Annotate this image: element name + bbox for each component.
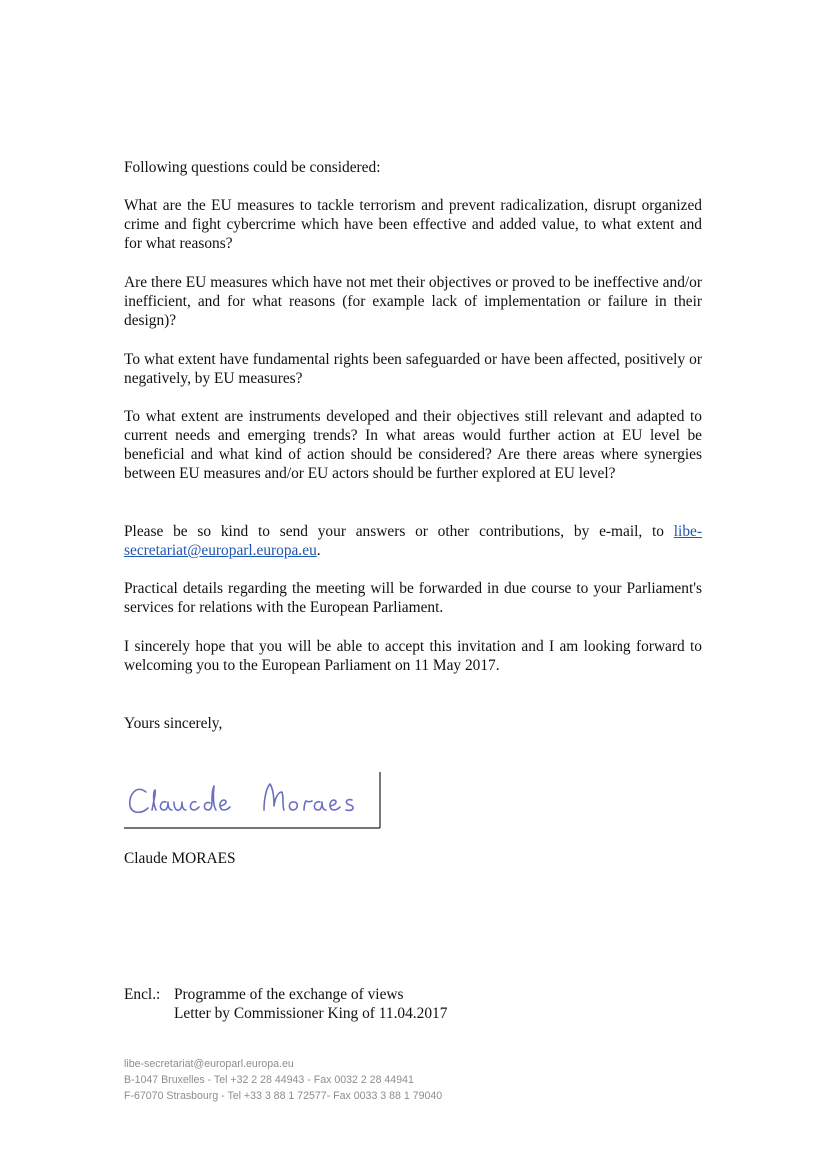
question-2 xyxy=(124,273,702,330)
contributions-period: . xyxy=(316,542,321,559)
intro-text: Following questions could be considered: xyxy=(124,159,381,176)
signatory xyxy=(124,849,702,868)
contributions-lead: Please be so kind to send your answers or other contributions, by e-mail, to xyxy=(124,523,674,540)
practical-details-text: Practical details regarding the meeting will be forwarded in due course to your Parliament's services for relations with the European Parliament. xyxy=(124,580,702,616)
footer-strasbourg-address: F-67070 Strasbourg - Tel +33 3 88 1 72577- Fax 0033 3 88 1 79040 xyxy=(124,1090,443,1102)
question-1 xyxy=(124,196,702,253)
enclosure-label: Encl.: xyxy=(124,986,161,1003)
footer-brussels-address: B-1047 Bruxelles - Tel +32 2 28 44943 - Fax 0032 2 28 44941 xyxy=(124,1074,414,1086)
contributions-paragraph xyxy=(124,522,702,560)
signatory-name: Claude MORAES xyxy=(124,850,236,867)
salutation xyxy=(124,714,702,733)
footer-email: libe-secretariat@europarl.europa.eu xyxy=(124,1058,294,1070)
enclosure-item: Programme of the exchange of views xyxy=(174,986,404,1003)
salutation-text: Yours sincerely, xyxy=(124,715,223,732)
intro-paragraph xyxy=(124,158,702,177)
question-2-text: Are there EU measures which have not met their objectives or proved to be ineffective and/or inefficient, and for what reasons (for example lack of implementation or failure in their design)? xyxy=(124,274,702,329)
email-link[interactable]: libe-secretariat@europarl.europa.eu xyxy=(124,523,702,559)
handwritten-signature xyxy=(124,770,384,832)
closing-text: I sincerely hope that you will be able to accept this invitation and I am looking forward to welcoming you to the European Parliament on 11 May 2017. xyxy=(124,638,702,674)
practical-details-paragraph xyxy=(124,579,702,617)
question-1-text: What are the EU measures to tackle terrorism and prevent radicalization, disrupt organized crime and fight cybercrime which have been effective and added value, to what extent and for what reasons? xyxy=(124,197,702,252)
question-4-text: To what extent are instruments developed and their objectives still relevant and adapted to current needs and emerging trends? In what areas would further action at EU level be beneficial and what kind of action should be considered? Are there areas where synergies between EU measures and/or EU actors should be further explored at EU level? xyxy=(124,408,702,482)
question-4 xyxy=(124,407,702,483)
contributions-text xyxy=(124,522,702,560)
footer-contact xyxy=(124,1056,442,1104)
enclosure-list xyxy=(174,985,447,1023)
enclosure-item: Letter by Commissioner King of 11.04.2017 xyxy=(174,1005,448,1022)
question-3 xyxy=(124,350,702,388)
question-3-text: To what extent have fundamental rights been safeguarded or have been affected, positively or negatively, by EU measures? xyxy=(124,351,702,387)
closing-paragraph xyxy=(124,637,702,675)
